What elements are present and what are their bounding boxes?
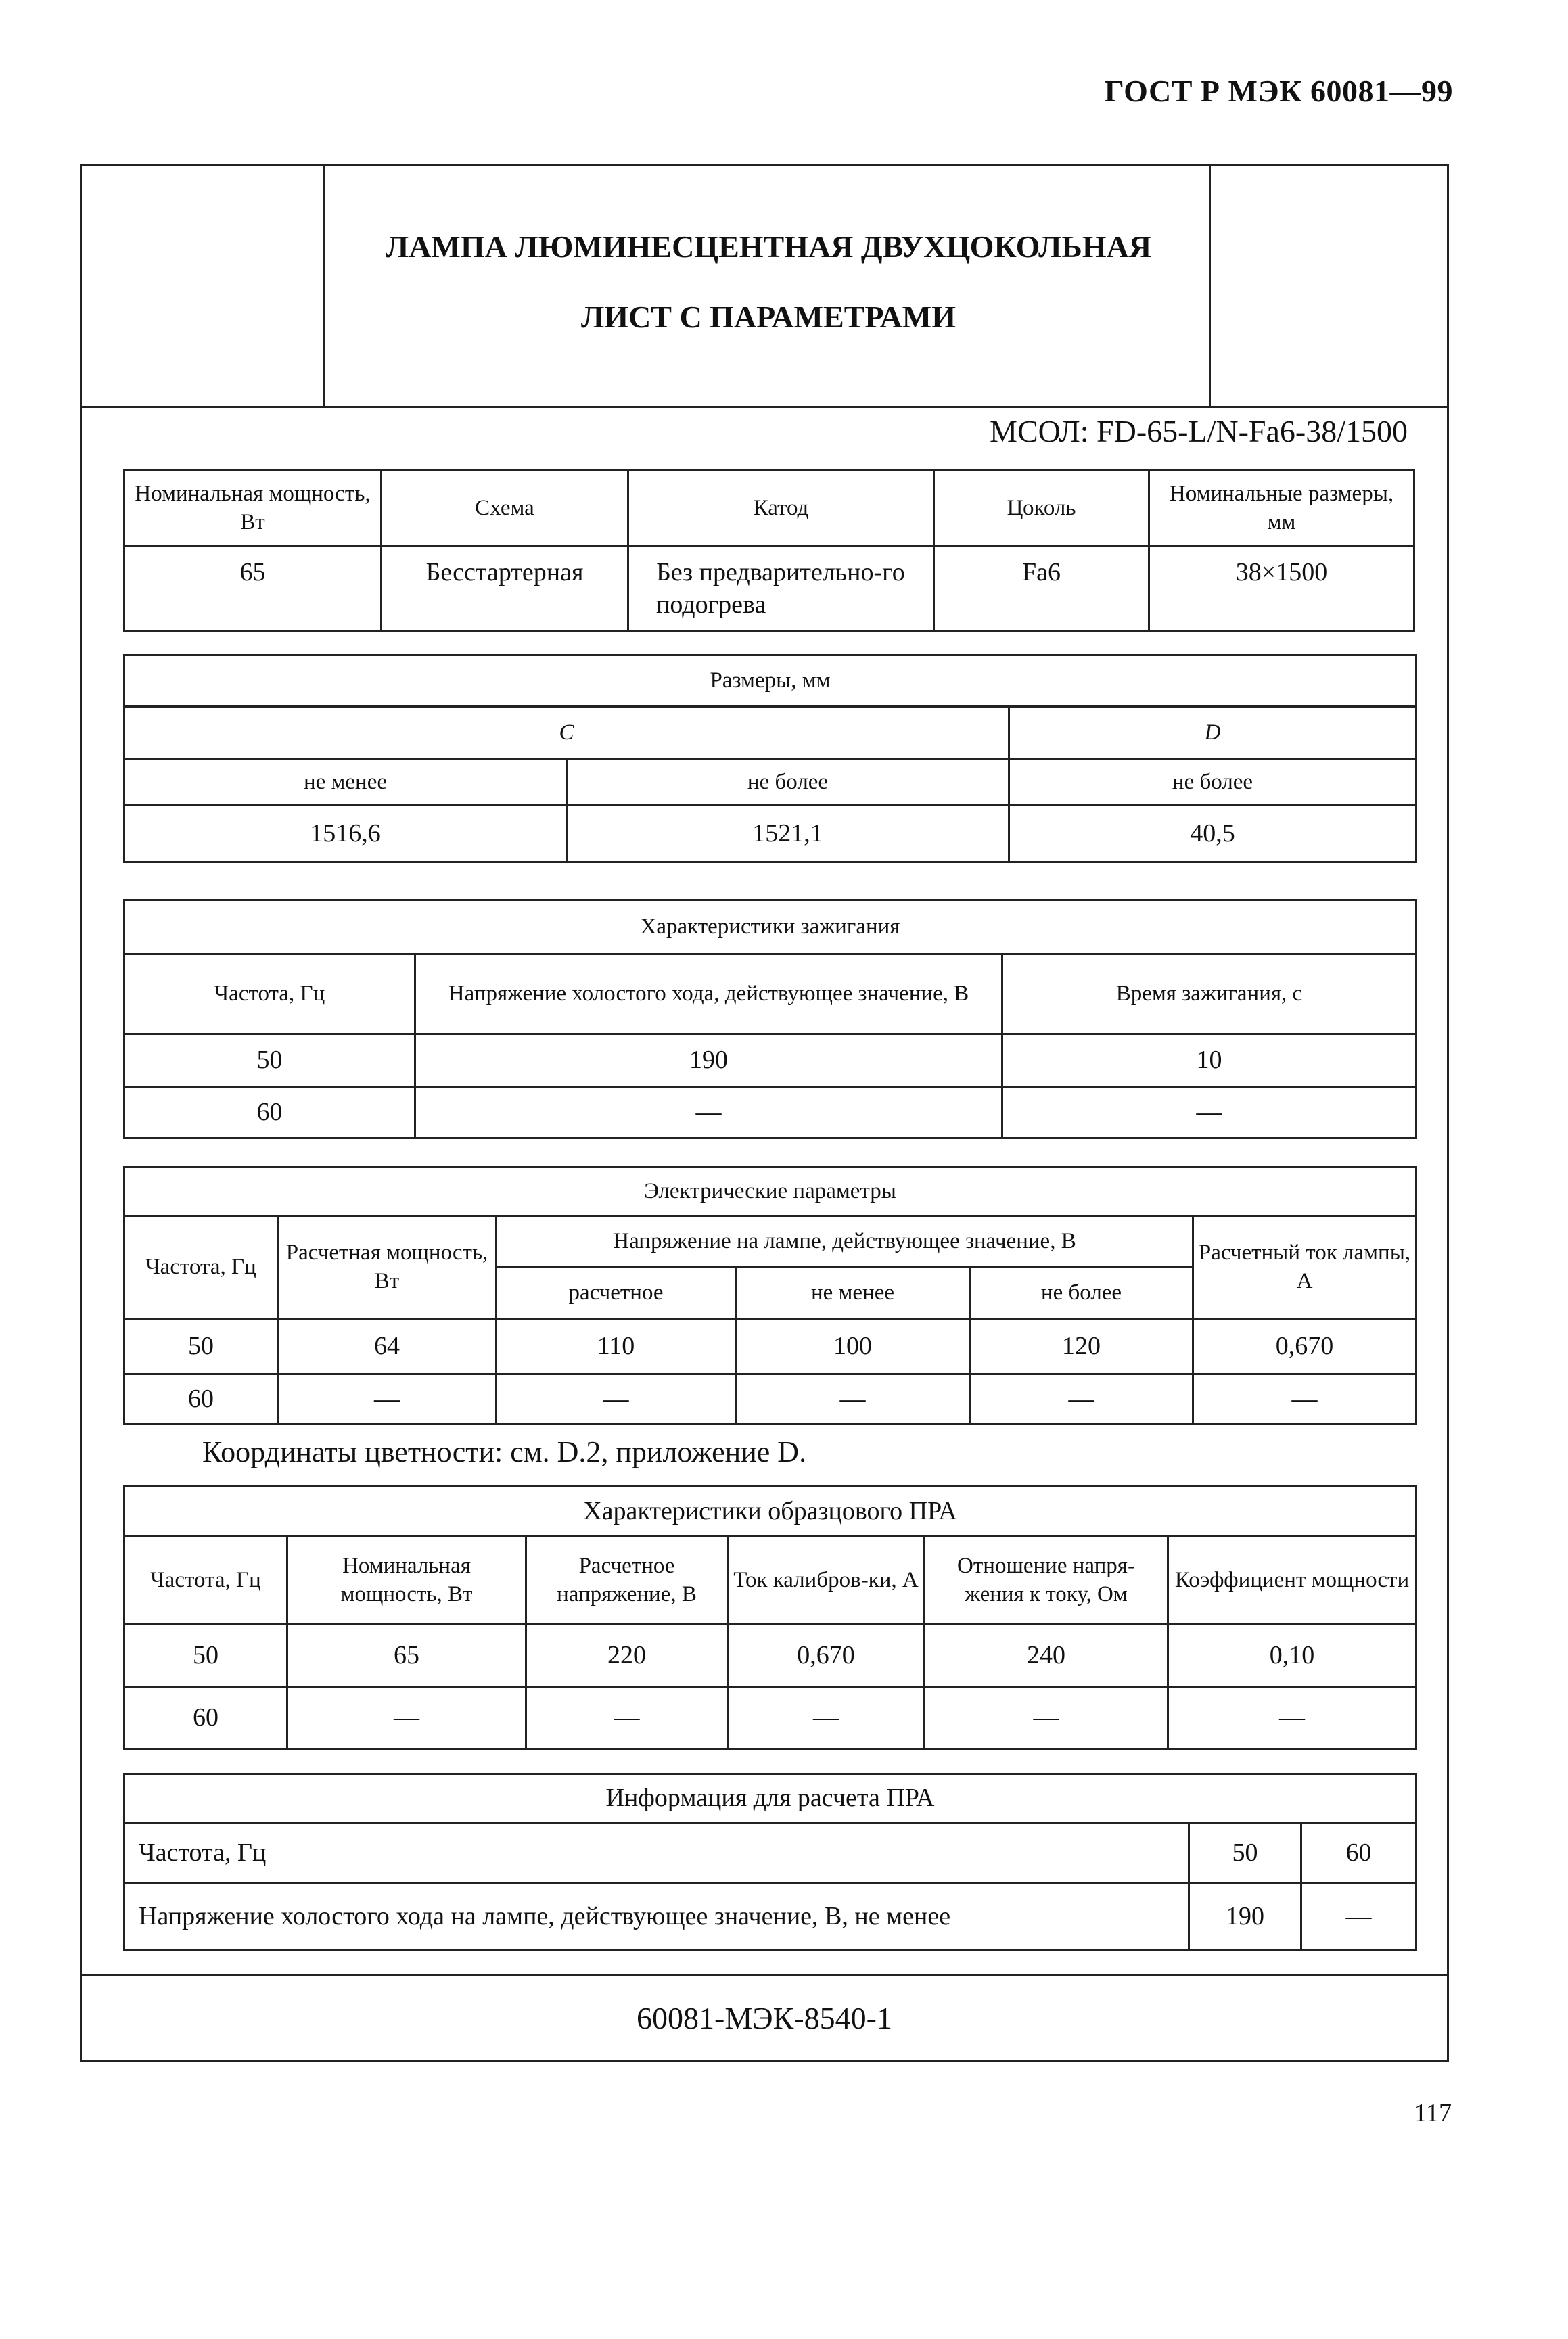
cell: Без предварительно-го подогрева — [628, 547, 934, 632]
cell: — — [925, 1687, 1168, 1749]
header-cell: Схема — [382, 471, 628, 547]
cell: — — [970, 1374, 1193, 1425]
cell: 110 — [497, 1319, 736, 1374]
cell: — — [526, 1687, 728, 1749]
chromaticity-note: Координаты цветности: см. D.2, приложение D. — [202, 1435, 807, 1468]
table-title: Размеры, мм — [124, 655, 1416, 707]
ignition-table — [123, 899, 1417, 1139]
table-row — [124, 1319, 1416, 1374]
cell: — — [497, 1374, 736, 1425]
table-header-row — [124, 471, 1414, 547]
cell: 1516,6 — [124, 806, 567, 862]
sub-header-cell: не менее — [124, 760, 567, 806]
header-cell: Катод — [628, 471, 934, 547]
table-title: Информация для расчета ПРА — [124, 1774, 1416, 1823]
header-cell: Частота, Гц — [124, 1537, 287, 1625]
header-cell: Напряжение на лампе, действующее значение, В — [497, 1216, 1193, 1268]
header-cell: Номинальная мощность, Вт — [287, 1537, 526, 1625]
header-cell: Напряжение холостого хода, действующее значение, В — [415, 954, 1002, 1034]
table-title: Электрические параметры — [124, 1167, 1416, 1216]
title-divider-left — [323, 166, 325, 406]
cell: Напряжение холостого хода на лампе, действующее значение, В, не менее — [124, 1884, 1189, 1950]
header-cell: Расчетный ток лампы, А — [1193, 1216, 1416, 1319]
table-header-row — [124, 1537, 1416, 1625]
table-row — [124, 806, 1416, 862]
cell: 190 — [415, 1034, 1002, 1087]
cell: 120 — [970, 1319, 1193, 1374]
cell: 65 — [287, 1625, 526, 1687]
cell: 0,670 — [1193, 1319, 1416, 1374]
ballast-design-info-table — [123, 1773, 1417, 1951]
cell: — — [728, 1687, 925, 1749]
header-cell: Частота, Гц — [124, 1216, 278, 1319]
sheet-number: 60081-МЭК-8540-1 — [82, 1974, 1447, 2060]
header-cell: Номинальная мощность, Вт — [124, 471, 382, 547]
cell: — — [736, 1374, 970, 1425]
page-number: 117 — [1414, 2099, 1452, 2127]
table-row — [124, 1034, 1416, 1087]
cell: — — [287, 1687, 526, 1749]
table-title: Характеристики зажигания — [124, 900, 1416, 954]
header-cell: Ток калибров-ки, А — [728, 1537, 925, 1625]
electrical-table — [123, 1166, 1417, 1425]
sub-header-cell: расчетное — [497, 1268, 736, 1319]
cell: 60 — [124, 1087, 415, 1138]
cell: — — [1168, 1687, 1416, 1749]
table-header-row — [124, 954, 1416, 1034]
header-cell: Расчетное напряжение, В — [526, 1537, 728, 1625]
sheet-title: ЛАМПА ЛЮМИНЕСЦЕНТНАЯ ДВУХЦОКОЛЬНАЯ — [385, 229, 1152, 264]
table-row — [124, 1823, 1416, 1884]
header-cell: Частота, Гц — [124, 954, 415, 1034]
table-row — [124, 547, 1414, 632]
sub-header-cell: не более — [567, 760, 1009, 806]
cell: 50 — [124, 1034, 415, 1087]
cell: 50 — [124, 1319, 278, 1374]
cell: 65 — [124, 547, 382, 632]
sub-header-cell: не более — [970, 1268, 1193, 1319]
header-cell: Коэффициент мощности — [1168, 1537, 1416, 1625]
cell: — — [415, 1087, 1002, 1138]
cell: 40,5 — [1009, 806, 1416, 862]
dimension-c-label: C — [124, 707, 1009, 760]
cell: 64 — [278, 1319, 497, 1374]
table-row — [124, 1687, 1416, 1749]
general-table — [123, 469, 1415, 632]
header-cell: Отношение напря-жения к току, Ом — [925, 1537, 1168, 1625]
cell: — — [1002, 1087, 1416, 1138]
header-cell: Номинальные размеры, мм — [1149, 471, 1414, 547]
table-row — [124, 1884, 1416, 1950]
cell: 50 — [1189, 1823, 1301, 1884]
table-title: Характеристики образцового ПРА — [124, 1487, 1416, 1537]
table-row — [124, 1374, 1416, 1425]
standard-header: ГОСТ Р МЭК 60081—99 — [1104, 74, 1453, 108]
cell: 1521,1 — [567, 806, 1009, 862]
header-cell: Расчетная мощность, Вт — [278, 1216, 497, 1319]
cell: 100 — [736, 1319, 970, 1374]
cell: 60 — [124, 1687, 287, 1749]
cell: 50 — [124, 1625, 287, 1687]
cell: 10 — [1002, 1034, 1416, 1087]
data-sheet-frame — [80, 164, 1449, 2062]
cell: 60 — [1301, 1823, 1416, 1884]
cell: 38×1500 — [1149, 547, 1414, 632]
table-row — [124, 1087, 1416, 1138]
cell: Fa6 — [934, 547, 1149, 632]
dimension-d-label: D — [1009, 707, 1416, 760]
cell: 0,670 — [728, 1625, 925, 1687]
cell: Бесстартерная — [382, 547, 628, 632]
title-block — [82, 166, 1447, 408]
sub-header-cell: не менее — [736, 1268, 970, 1319]
cell: — — [1301, 1884, 1416, 1950]
cell: 60 — [124, 1374, 278, 1425]
cell: 190 — [1189, 1884, 1301, 1950]
header-cell: Время зажигания, с — [1002, 954, 1416, 1034]
sheet-subtitle: ЛИСТ С ПАРАМЕТРАМИ — [580, 300, 956, 334]
dimensions-table — [123, 654, 1417, 863]
cell: 0,10 — [1168, 1625, 1416, 1687]
cell: Частота, Гц — [124, 1823, 1189, 1884]
sub-header-cell: не более — [1009, 760, 1416, 806]
title-divider-right — [1209, 166, 1211, 406]
cell: — — [1193, 1374, 1416, 1425]
header-cell: Цоколь — [934, 471, 1149, 547]
table-row — [124, 1625, 1416, 1687]
cell: 220 — [526, 1625, 728, 1687]
lamp-designation: МСОЛ: FD-65-L/N-Fa6-38/1500 — [990, 414, 1408, 448]
reference-ballast-table — [123, 1485, 1417, 1750]
cell: 240 — [925, 1625, 1168, 1687]
cell: — — [278, 1374, 497, 1425]
